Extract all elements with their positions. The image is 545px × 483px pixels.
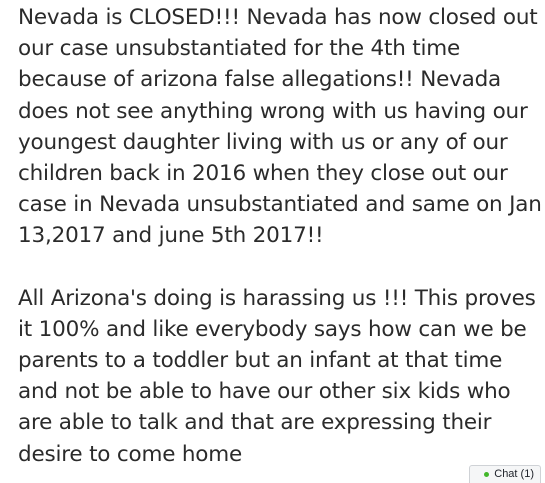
- post-line: are able to talk and that are expressing their: [18, 410, 492, 436]
- post-line: parents to a toddler but an infant at that time: [18, 348, 503, 374]
- post-line: youngest daughter living with us or any of our: [18, 129, 508, 155]
- chat-tab-label: Chat (1): [494, 468, 534, 480]
- post-line: 13,2017 and june 5th 2017!!: [18, 223, 324, 249]
- post-line: children back in 2016 when they close out our: [18, 161, 508, 187]
- chat-tab-button[interactable]: [469, 465, 541, 483]
- post-paragraph-1: [18, 2, 543, 252]
- post-line: does not see anything wrong with us having our: [18, 98, 528, 124]
- post-line: Nevada is CLOSED!!! Nevada has now closed out: [18, 5, 538, 30]
- post-line: it 100% and like everybody says how can we be: [18, 316, 527, 342]
- post-line: All Arizona's doing is harassing us !!! This proves: [18, 285, 536, 311]
- post-paragraph-2: [18, 283, 543, 470]
- post-line: because of arizona false allegations!! Nevada: [18, 67, 502, 93]
- post-line: case in Nevada unsubstantiated and same on Jan: [18, 192, 542, 218]
- post-text: [18, 2, 543, 470]
- post-line: and not be able to have our other six kids who: [18, 379, 511, 405]
- post-line: desire to come home: [18, 441, 243, 467]
- post-line: our case unsubstantiated for the 4th time: [18, 36, 461, 62]
- paragraph-gap: [18, 252, 543, 283]
